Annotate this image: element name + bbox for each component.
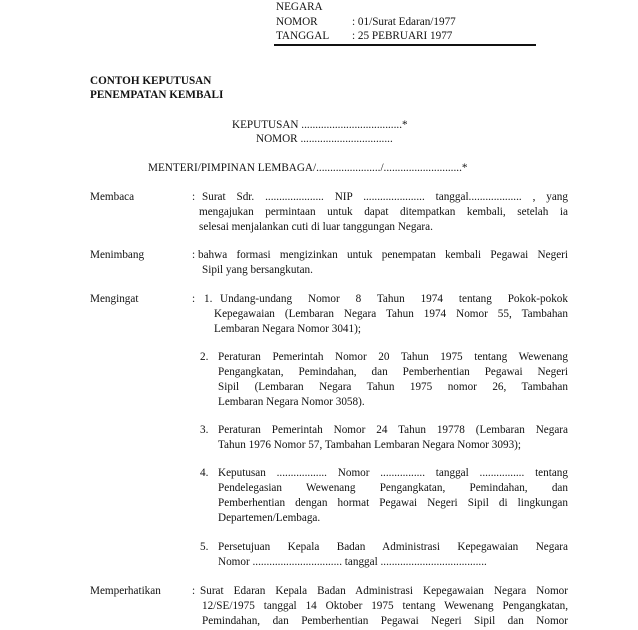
menimbang-text [198,248,568,278]
mengingat-item [218,540,568,570]
mengingat-item-number: 3. [200,424,209,436]
mengingat-item-line: Nomor ................................ tanggal ...................................... [218,556,487,568]
mengingat-item-line: Persetujuan Kepala Badan Administrasi Kepegawaian Negara [218,541,568,553]
membaca-line: mengajukan permintaan untuk dapat ditempatkan kembali, setelah ia [199,206,568,218]
memperhatikan-line: Surat Edaran Kepala Badan Administrasi Kepegawaian Negara Nomor [200,585,568,597]
mengingat-item-line: Pemberhentian dengan hormat Pegawai Negeri Sipil di lingkungan [218,497,568,509]
mengingat-item-line: Sipil (Lembaran Negara Tahun 1975 nomor 26, Tambahan [218,381,568,393]
decree-menteri: MENTERI/PIMPINAN LEMBAGA/......................./............................* [148,162,468,174]
mengingat-item-line: Keputusan .................. Nomor ................ tanggal ................ tentang [218,467,568,479]
header-nomor-label: NOMOR [276,16,318,28]
membaca-colon: : [192,191,196,203]
menimbang-line: Sipil yang bersangkutan. [202,264,313,276]
section-title-line-2: PENEMPATAN KEMBALI [90,89,224,101]
mengingat-label: Mengingat [90,293,139,305]
mengingat-item [218,423,568,453]
mengingat-item-line: Lembaran Negara Nomor 3041); [214,323,361,335]
mengingat-item-number: 4. [200,467,209,479]
menimbang-line: bahwa formasi mengizinkan untuk penempatan kembali Pegawai Negeri [198,249,568,261]
memperhatikan-colon: : [192,585,196,597]
memperhatikan-line: 12/SE/1975 tanggal 14 Oktober 1975 tentang Wewenang Pengangkatan, [202,600,568,612]
header-tanggal-value: : 25 PEBRUARI 1977 [352,30,453,42]
header-tanggal-label: TANGGAL [276,30,330,42]
memperhatikan-label: Memperhatikan [90,585,161,597]
mengingat-item-line: Undang-undang Nomor 8 Tahun 1974 tentang Pokok-pokok [220,293,568,305]
mengingat-item [214,292,568,337]
decree-nomor: NOMOR ................................. [256,133,393,145]
header-nomor-value: : 01/Surat Edaran/1977 [352,16,456,28]
memperhatikan-text [200,584,568,629]
mengingat-item-line: Departemen/Lembaga. [218,512,321,524]
mengingat-item-line: Tahun 1976 Nomor 57, Tambahan Lembaran Negara Nomor 3093); [218,439,522,451]
mengingat-item-number: 5. [200,541,209,553]
mengingat-item-line: Kepegawaian (Lembaran Negara Tahun 1974 Nomor 55, Tambahan [214,308,568,320]
membaca-line: selesai menjalankan cuti di luar tanggungan Negara. [199,221,433,233]
membaca-line: Surat Sdr. ..................... NIP ...................... tanggal................... , yang [202,191,568,203]
mengingat-item-line: Peraturan Pemerintah Nomor 24 Tahun 19778 (Lembaran Negara [218,424,568,436]
mengingat-item [218,350,568,410]
mengingat-colon: : [192,293,196,305]
mengingat-item-number: 1. [204,293,213,305]
menimbang-colon: : [192,249,196,261]
mengingat-item-number: 2. [200,351,209,363]
memperhatikan-line: Pemindahan, dan Pemberhentian Pegawai Negeri Sipil dan Nomor [202,615,568,627]
section-title-line-1: CONTOH KEPUTUSAN [90,75,212,87]
header-negara: NEGARA [276,1,323,13]
header-rule [274,44,536,46]
decree-keputusan: KEPUTUSAN ....................................* [232,119,408,131]
mengingat-item-line: Pendelegasian Wewenang Pengangkatan, Pemindahan, dan [218,482,568,494]
membaca-text [199,190,568,235]
mengingat-item-line: Lembaran Negara Nomor 3058). [218,396,365,408]
mengingat-item [218,466,568,526]
menimbang-label: Menimbang [90,249,145,261]
membaca-label: Membaca [90,191,135,203]
mengingat-item-line: Pengangkatan, Pemindahan, dan Pemberhentian Pegawai Negeri [218,366,568,378]
mengingat-item-line: Peraturan Pemerintah Nomor 20 Tahun 1975 tentang Wewenang [218,351,568,363]
